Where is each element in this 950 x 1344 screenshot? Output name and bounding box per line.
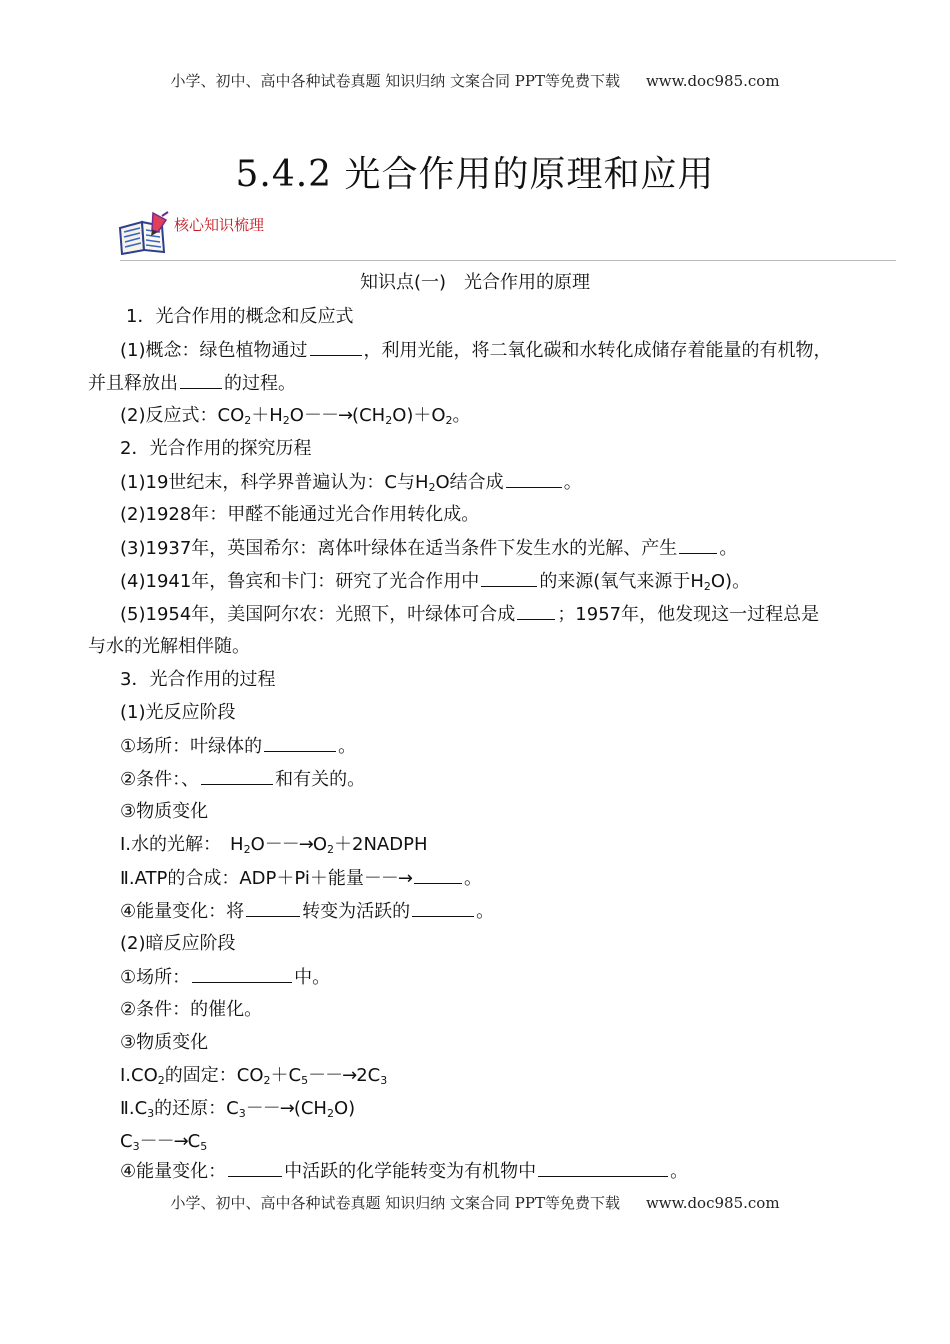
- text: ①场所：: [120, 967, 191, 988]
- reaction-arrow: －－→: [264, 834, 313, 855]
- header-text: 小学、初中、高中各种试卷真题 知识归纳 文案合同 PPT等免费下载: [170, 72, 620, 90]
- subscript: 3: [132, 1140, 140, 1153]
- co2-fixation: [120, 1063, 387, 1089]
- s1-equation: [120, 403, 471, 429]
- blank[interactable]: [679, 535, 717, 554]
- subscript: 2: [428, 481, 436, 494]
- blank[interactable]: [228, 1158, 282, 1177]
- s2-heading: 2．光合作用的探究历程: [120, 438, 312, 459]
- reaction-arrow: －－→: [303, 405, 353, 426]
- text: 。: [452, 405, 471, 426]
- knowledge-point-heading: 知识点(一) 光合作用的原理: [359, 272, 591, 293]
- text: 。: [476, 901, 495, 922]
- s1-concept-line2: [88, 370, 296, 397]
- s2-item-5-cont: 与水的光解相伴随。: [88, 636, 250, 657]
- light-site: [120, 733, 356, 760]
- text: Ⅱ.ATP的合成：ADP＋Pi＋能量: [120, 868, 364, 889]
- text: 。: [719, 538, 738, 559]
- subscript: 2: [385, 414, 393, 427]
- text: 的固定：CO: [164, 1065, 264, 1086]
- dark-stage-title: (2)暗反应阶段: [120, 933, 236, 954]
- divider: [120, 260, 896, 261]
- subscript: 2: [282, 414, 290, 427]
- text: 中活跃的化学能转变为有机物中: [284, 1161, 537, 1182]
- text: ＋2NADPH: [334, 834, 428, 855]
- reaction-arrow: －－→: [139, 1131, 188, 1152]
- blank[interactable]: [192, 964, 292, 983]
- subscript: 2: [157, 1074, 165, 1087]
- text: (CH: [352, 405, 386, 426]
- text: ②条件：、: [120, 769, 200, 790]
- subscript: 2: [703, 580, 711, 593]
- text: 2C: [356, 1065, 381, 1086]
- text: 的还原：C: [154, 1098, 239, 1119]
- reaction-arrow: －－→: [245, 1098, 294, 1119]
- text: ，利用光能，将二氧化碳和水转化成储存着能量的有机物，: [363, 340, 832, 361]
- reaction-arrow: －－→: [308, 1065, 357, 1086]
- text: (CH: [293, 1098, 327, 1119]
- text: 的过程。: [224, 373, 296, 394]
- text: ④能量变化：: [120, 1161, 227, 1182]
- text: ＋H: [251, 405, 283, 426]
- blank[interactable]: [246, 898, 300, 917]
- subscript: 5: [200, 1140, 208, 1153]
- c5-regeneration: [120, 1129, 207, 1155]
- text: 。: [563, 472, 582, 493]
- blank[interactable]: [412, 898, 474, 917]
- text: (1)概念：绿色植物通过: [120, 340, 308, 361]
- text: ④能量变化：将: [120, 901, 245, 922]
- text: Ⅰ.CO: [120, 1065, 158, 1086]
- s2-item-3: [120, 535, 737, 562]
- blank[interactable]: [517, 601, 555, 620]
- text: C: [187, 1131, 201, 1152]
- reaction-arrow: －－→: [363, 868, 412, 889]
- text: O: [312, 834, 328, 855]
- s3-heading: 3．光合作用的过程: [120, 669, 276, 690]
- subscript: 2: [326, 1107, 334, 1120]
- page-header: [0, 70, 950, 91]
- text: Ⅱ.C: [120, 1098, 148, 1119]
- light-energy-change: [120, 898, 494, 925]
- subscript: 3: [238, 1107, 246, 1120]
- dark-matter: ③物质变化: [120, 1032, 209, 1053]
- light-stage-title: (1)光反应阶段: [120, 702, 236, 723]
- subscript: 2: [445, 414, 453, 427]
- text: 中。: [294, 967, 331, 988]
- light-matter: ③物质变化: [120, 801, 209, 822]
- text: 。: [670, 1161, 689, 1182]
- atp-synthesis: [120, 865, 482, 892]
- water-photolysis: [120, 832, 428, 858]
- text: O: [250, 834, 265, 855]
- s1-heading: 1．光合作用的概念和反应式: [126, 306, 354, 327]
- text: C: [120, 1131, 133, 1152]
- footer-text: 小学、初中、高中各种试卷真题 知识归纳 文案合同 PPT等免费下载: [170, 1194, 620, 1212]
- text: ＋C: [270, 1065, 302, 1086]
- s2-item-2: (2)1928年：甲醛不能通过光合作用转化成。: [120, 504, 480, 525]
- blank[interactable]: [538, 1158, 668, 1177]
- text: 。: [463, 868, 482, 889]
- text: Ⅰ.水的光解： H: [120, 834, 244, 855]
- text: 并且释放出: [88, 373, 178, 394]
- text: O): [333, 1098, 356, 1119]
- s2-item-4: [120, 568, 750, 595]
- text: (4)1941年，鲁宾和卡门：研究了光合作用中: [120, 571, 480, 592]
- page-footer: [0, 1192, 950, 1213]
- subscript: 2: [243, 843, 251, 856]
- text: O: [289, 405, 304, 426]
- text: 的来源(氧气来源于H: [539, 571, 704, 592]
- text: O)。: [710, 571, 751, 592]
- text: 转变为活跃的: [302, 901, 411, 922]
- dark-condition: ②条件：的催化。: [120, 999, 263, 1020]
- header-url[interactable]: www.doc985.com: [645, 72, 780, 90]
- page-title: 5.4.2 光合作用的原理和应用: [235, 154, 715, 195]
- text: O)＋O: [392, 405, 446, 426]
- dark-energy-change: [120, 1158, 688, 1185]
- subscript: 2: [244, 414, 252, 427]
- c3-reduction: [120, 1096, 355, 1122]
- dark-site: [120, 964, 330, 991]
- book-pencil-icon: [116, 210, 172, 258]
- s1-concept-line1: [120, 337, 832, 364]
- footer-url[interactable]: www.doc985.com: [645, 1194, 780, 1212]
- text: 和有关的。: [275, 769, 366, 790]
- blank[interactable]: [506, 469, 562, 488]
- subscript: 3: [147, 1107, 155, 1120]
- blank[interactable]: [414, 865, 462, 884]
- blank[interactable]: [180, 370, 222, 389]
- text: (2)反应式：CO: [120, 405, 245, 426]
- blank[interactable]: [264, 733, 336, 752]
- blank[interactable]: [201, 766, 273, 785]
- subscript: 2: [327, 843, 335, 856]
- subscript: 5: [301, 1074, 309, 1087]
- text: ①场所：叶绿体的: [120, 736, 263, 757]
- blank[interactable]: [481, 568, 537, 587]
- blank[interactable]: [310, 337, 362, 356]
- light-condition: [120, 766, 365, 793]
- text: O结合成: [435, 472, 504, 493]
- s2-item-5: [120, 601, 819, 628]
- section-tag: 核心知识梳理: [174, 216, 265, 234]
- s2-item-1: [120, 469, 582, 496]
- text: (3)1937年，英国希尔：离体叶绿体在适当条件下发生水的光解、产生: [120, 538, 678, 559]
- text: ；1957年，他发现这一过程总是: [557, 604, 820, 625]
- text: (1)19世纪末，科学界普遍认为：C与H: [120, 472, 429, 493]
- subscript: 2: [263, 1074, 271, 1087]
- subscript: 3: [380, 1074, 388, 1087]
- text: (5)1954年，美国阿尔农：光照下，叶绿体可合成: [120, 604, 516, 625]
- text: 。: [338, 736, 357, 757]
